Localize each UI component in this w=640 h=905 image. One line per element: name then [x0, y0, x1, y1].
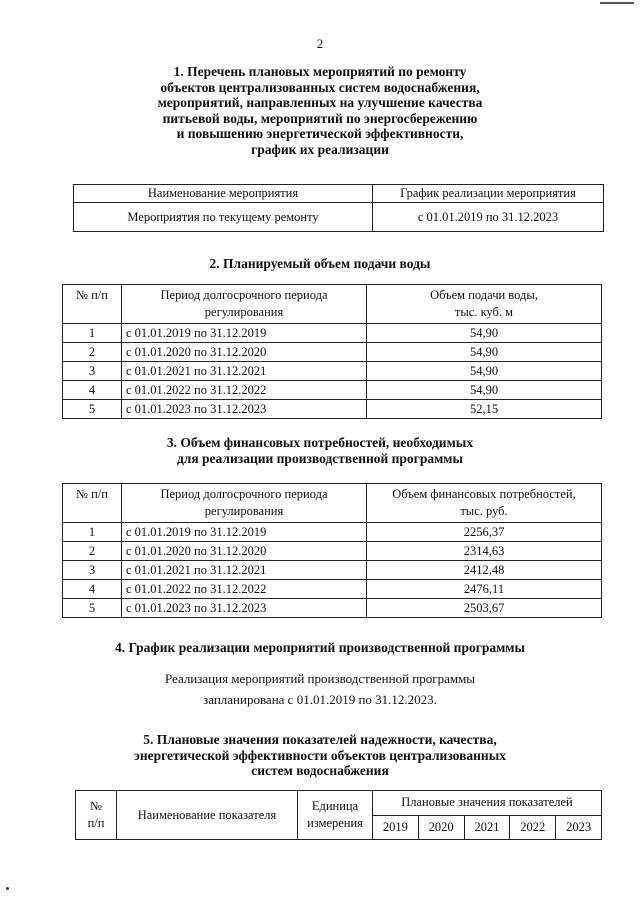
section1-title	[0, 64, 640, 157]
header-line: п/п	[87, 816, 105, 830]
column-header: № п/п	[63, 285, 122, 324]
table-cell: 4	[63, 381, 122, 400]
section1-title-line: мероприятий, направленных на улучшение качества	[157, 95, 483, 110]
table-cell: 2256,37	[367, 523, 602, 542]
table-cell: 5	[63, 599, 122, 618]
table-row	[63, 599, 602, 618]
water-supply-table	[62, 284, 602, 419]
column-header-year: 2022	[510, 815, 556, 840]
header-line: регулирования	[204, 504, 284, 518]
section3-title-line: для реализации производственной программы	[176, 450, 464, 466]
section4-text	[0, 668, 640, 710]
table-row	[63, 400, 602, 419]
section5-title-line: 5. Плановые значения показателей надежности, качества,	[143, 732, 497, 747]
table-cell: 54,90	[367, 343, 602, 362]
scan-mark	[600, 2, 634, 4]
table-row	[63, 381, 602, 400]
column-header: № п/п	[63, 484, 122, 523]
table-cell: 1	[63, 523, 122, 542]
header-line: Единица	[311, 799, 359, 813]
section5-title-line: энергетической эффективности объектов централизованных	[133, 747, 506, 763]
table-cell: 4	[63, 580, 122, 599]
table-row	[63, 561, 602, 580]
header-line: Объем подачи воды,	[430, 288, 538, 302]
table-cell: с 01.01.2020 по 31.12.2020	[122, 542, 367, 561]
table-cell: Мероприятия по текущему ремонту	[74, 203, 373, 232]
table-cell: с 01.01.2021 по 31.12.2021	[122, 561, 367, 580]
table-cell: 52,15	[367, 400, 602, 419]
section1-title-line: 1. Перечень плановых мероприятий по ремонту	[173, 64, 467, 79]
section2-title: 2. Планируемый объем подачи воды	[209, 256, 431, 271]
table-cell: 3	[63, 362, 122, 381]
table-cell: 2412,48	[367, 561, 602, 580]
header-line: тыс. руб.	[460, 504, 508, 518]
table-row	[63, 324, 602, 343]
scan-speck	[6, 887, 9, 890]
table-cell: 54,90	[367, 381, 602, 400]
section3-title	[0, 435, 640, 466]
table-row	[74, 203, 604, 232]
table-cell: 2314,63	[367, 542, 602, 561]
table-header-row	[74, 185, 604, 203]
table-cell: 3	[63, 561, 122, 580]
section1-title-line: график их реализации	[251, 141, 389, 157]
header-line: Период долгосрочного периода	[160, 487, 328, 501]
table-row	[63, 542, 602, 561]
column-header-year: 2021	[464, 815, 510, 840]
table-cell: 2503,67	[367, 599, 602, 618]
header-line: регулирования	[204, 305, 284, 319]
table-cell: с 01.01.2020 по 31.12.2020	[122, 343, 367, 362]
section5-title-line: систем водоснабжения	[251, 763, 389, 778]
section5-title	[0, 732, 640, 779]
table-row	[63, 343, 602, 362]
table-cell: с 01.01.2023 по 31.12.2023	[122, 400, 367, 419]
table-row	[63, 580, 602, 599]
table-cell: 2	[63, 343, 122, 362]
measures-table	[73, 184, 604, 232]
column-header: Наименование мероприятия	[74, 185, 373, 203]
column-header-name: Наименование показателя	[117, 791, 298, 840]
section1-title-line: и повышению энергетической эффективности,	[176, 126, 464, 141]
table-cell: 54,90	[367, 324, 602, 343]
column-header-year: 2020	[418, 815, 464, 840]
column-header-year: 2019	[373, 815, 419, 840]
header-line: №	[90, 799, 102, 813]
page-number: 2	[316, 36, 324, 51]
table-cell: с 01.01.2022 по 31.12.2022	[122, 381, 367, 400]
table-cell: с 01.01.2023 по 31.12.2023	[122, 599, 367, 618]
section1-title-line: объектов централизованных систем водоснабжения,	[160, 79, 480, 95]
table-row	[63, 523, 602, 542]
table-cell: с 01.01.2019 по 31.12.2019	[122, 523, 367, 542]
section3-title-line: 3. Объем финансовых потребностей, необходимых	[166, 435, 474, 450]
table-header-row	[63, 484, 602, 523]
column-header	[122, 484, 367, 523]
table-cell: 2	[63, 542, 122, 561]
column-header	[122, 285, 367, 324]
table-row	[63, 362, 602, 381]
column-header	[367, 484, 602, 523]
column-header: График реализации мероприятия	[373, 185, 604, 203]
table-cell: с 01.01.2019 по 31.12.2023	[373, 203, 604, 232]
column-header-unit	[298, 791, 373, 840]
section4-text-line: Реализация мероприятий производственной программы	[164, 671, 476, 686]
table-cell: 2476,11	[367, 580, 602, 599]
section4-title: 4. График реализации мероприятий производственной программы	[114, 640, 526, 655]
table-cell: 54,90	[367, 362, 602, 381]
financial-needs-table	[62, 483, 602, 618]
header-line: тыс. куб. м	[454, 305, 514, 319]
table-cell: 5	[63, 400, 122, 419]
column-header-num	[76, 791, 117, 840]
column-header-year: 2023	[556, 815, 602, 840]
table-cell: с 01.01.2022 по 31.12.2022	[122, 580, 367, 599]
table-header-row	[63, 285, 602, 324]
table-cell: с 01.01.2021 по 31.12.2021	[122, 362, 367, 381]
indicators-table	[75, 790, 602, 840]
table-header-row	[76, 791, 602, 816]
column-header-planned: Плановые значения показателей	[373, 791, 602, 816]
table-cell: 1	[63, 324, 122, 343]
header-line: Объем финансовых потребностей,	[392, 487, 576, 501]
section4-text-line: запланирована с 01.01.2019 по 31.12.2023.	[203, 692, 437, 707]
header-line: Период долгосрочного периода	[160, 288, 328, 302]
table-cell: с 01.01.2019 по 31.12.2019	[122, 324, 367, 343]
section1-title-line: питьевой воды, мероприятий по энергосбережению	[162, 110, 478, 126]
header-line: измерения	[307, 816, 363, 830]
column-header	[367, 285, 602, 324]
